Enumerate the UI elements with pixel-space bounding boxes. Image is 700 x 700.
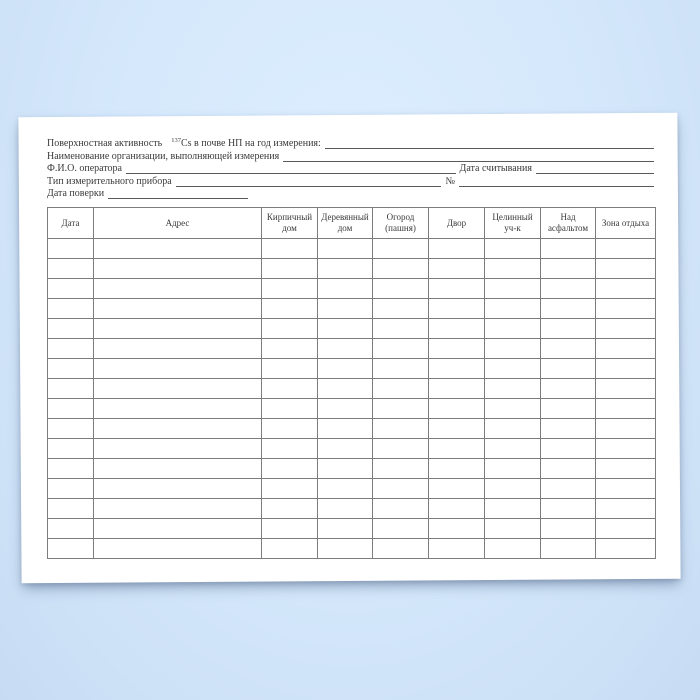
table-cell-empty [94, 258, 262, 278]
table-cell-empty [262, 238, 318, 258]
table-row [48, 238, 656, 258]
column-header: Целинный уч-к [485, 207, 541, 238]
table-cell-empty [262, 398, 318, 418]
table-body [48, 238, 656, 558]
table-cell-empty [485, 318, 541, 338]
table-cell-empty [541, 258, 596, 278]
table-cell-empty [48, 458, 94, 478]
table-cell-empty [485, 498, 541, 518]
table-cell-empty [94, 438, 262, 458]
table-cell-empty [48, 438, 94, 458]
table-cell-empty [48, 338, 94, 358]
table-cell-empty [429, 498, 485, 518]
column-header: Деревянный дом [318, 207, 373, 238]
form-line-organization [47, 151, 655, 164]
table-cell-empty [48, 518, 94, 538]
table-cell-empty [373, 258, 429, 278]
table-cell-empty [94, 278, 262, 298]
table-cell-empty [262, 478, 318, 498]
table-cell-empty [318, 378, 373, 398]
table-row [48, 538, 656, 558]
table-cell-empty [373, 298, 429, 318]
table-cell-empty [541, 338, 596, 358]
table-cell-empty [485, 518, 541, 538]
table-cell-empty [318, 538, 373, 558]
table-cell-empty [596, 258, 656, 278]
table-cell-empty [94, 498, 262, 518]
calibration-date-label: Дата поверки [47, 188, 105, 200]
table-cell-empty [541, 498, 596, 518]
table-cell-empty [318, 258, 373, 278]
table-cell-empty [485, 458, 541, 478]
table-cell-empty [596, 538, 656, 558]
table-cell-empty [541, 318, 596, 338]
table-row [48, 258, 656, 278]
table-cell-empty [541, 438, 596, 458]
table-cell-empty [373, 358, 429, 378]
table-cell-empty [94, 458, 262, 478]
form-line-instrument [47, 176, 655, 189]
table-cell-empty [318, 418, 373, 438]
table-cell-empty [596, 398, 656, 418]
table-cell-empty [262, 318, 318, 338]
table-cell-empty [541, 238, 596, 258]
table-cell-empty [596, 358, 656, 378]
table-row [48, 478, 656, 498]
measurement-table [47, 207, 656, 559]
table-cell-empty [373, 458, 429, 478]
form-header-lines [47, 138, 655, 201]
blank-underline [536, 172, 654, 174]
column-header: Двор [429, 207, 485, 238]
table-cell-empty [94, 398, 262, 418]
blank-underline [126, 172, 456, 174]
table-cell-empty [541, 518, 596, 538]
table-cell-empty [318, 298, 373, 318]
isotope-mass-superscript: 137 [171, 136, 181, 144]
table-cell-empty [48, 298, 94, 318]
table-cell-empty [485, 478, 541, 498]
table-cell-empty [429, 538, 485, 558]
table-cell-empty [596, 238, 656, 258]
table-cell-empty [429, 398, 485, 418]
table-cell-empty [596, 318, 656, 338]
table-cell-empty [48, 498, 94, 518]
table-cell-empty [94, 338, 262, 358]
table-row [48, 278, 656, 298]
table-cell-empty [429, 518, 485, 538]
table-cell-empty [94, 358, 262, 378]
form-document [47, 138, 655, 559]
column-header: Адрес [94, 207, 262, 238]
table-cell-empty [429, 278, 485, 298]
table-cell-empty [94, 238, 262, 258]
table-cell-empty [485, 358, 541, 378]
table-cell-empty [48, 478, 94, 498]
table-cell-empty [262, 498, 318, 518]
table-cell-empty [48, 258, 94, 278]
table-row [48, 298, 656, 318]
table-cell-empty [596, 418, 656, 438]
table-cell-empty [596, 338, 656, 358]
table-row [48, 398, 656, 418]
table-cell-empty [318, 458, 373, 478]
table-cell-empty [94, 538, 262, 558]
table-cell-empty [596, 498, 656, 518]
table-cell-empty [541, 378, 596, 398]
table-cell-empty [541, 418, 596, 438]
blank-underline [176, 185, 442, 187]
table-cell-empty [373, 498, 429, 518]
table-cell-empty [596, 278, 656, 298]
surface-activity-label: Поверхностная активность [47, 138, 163, 149]
table-cell-empty [48, 418, 94, 438]
table-cell-empty [541, 398, 596, 418]
table-cell-empty [541, 278, 596, 298]
table-cell-empty [94, 318, 262, 338]
table-cell-empty [94, 418, 262, 438]
table-cell-empty [429, 358, 485, 378]
table-cell-empty [318, 338, 373, 358]
table-row [48, 358, 656, 378]
table-cell-empty [48, 278, 94, 298]
instrument-type-label: Тип измерительного прибора [47, 175, 172, 187]
table-cell-empty [429, 258, 485, 278]
table-cell-empty [373, 518, 429, 538]
table-row [48, 378, 656, 398]
table-cell-empty [48, 318, 94, 338]
blank-underline [283, 160, 654, 162]
table-cell-empty [541, 358, 596, 378]
table-row [48, 338, 656, 358]
table-cell-empty [262, 358, 318, 378]
table-row [48, 318, 656, 338]
number-sign-label: № [445, 175, 455, 187]
table-header-row [48, 207, 656, 238]
table-cell-empty [429, 438, 485, 458]
table-cell-empty [318, 358, 373, 378]
table-row [48, 438, 656, 458]
isotope-label: Cs в почве НП на год измерения: [180, 138, 321, 149]
organization-label: Наименование организации, выполняющей измерения [47, 150, 280, 162]
table-cell-empty [262, 418, 318, 438]
table-cell-empty [318, 478, 373, 498]
table-cell-empty [596, 438, 656, 458]
table-cell-empty [262, 538, 318, 558]
table-cell-empty [318, 518, 373, 538]
table-cell-empty [373, 238, 429, 258]
column-header: Зона отдыха [596, 207, 656, 238]
table-cell-empty [318, 278, 373, 298]
table-cell-empty [429, 298, 485, 318]
table-cell-empty [373, 438, 429, 458]
table-cell-empty [541, 478, 596, 498]
table-cell-empty [373, 398, 429, 418]
table-cell-empty [262, 378, 318, 398]
table-cell-empty [262, 258, 318, 278]
table-cell-empty [48, 378, 94, 398]
table-cell-empty [262, 298, 318, 318]
table-cell-empty [94, 378, 262, 398]
table-cell-empty [262, 278, 318, 298]
form-line-operator [47, 163, 655, 176]
table-cell-empty [94, 518, 262, 538]
table-cell-empty [48, 358, 94, 378]
table-row [48, 418, 656, 438]
table-cell-empty [485, 418, 541, 438]
table-cell-empty [485, 238, 541, 258]
table-cell-empty [429, 338, 485, 358]
table-cell-empty [596, 458, 656, 478]
form-line-surface-activity [47, 138, 655, 151]
blank-underline [459, 185, 654, 187]
table-cell-empty [485, 298, 541, 318]
table-cell-empty [373, 378, 429, 398]
table-cell-empty [373, 538, 429, 558]
table-cell-empty [318, 498, 373, 518]
table-cell-empty [541, 458, 596, 478]
table-cell-empty [541, 298, 596, 318]
table-cell-empty [485, 338, 541, 358]
reading-date-label: Дата считывания [459, 163, 532, 175]
table-cell-empty [596, 478, 656, 498]
form-line-calibration [47, 188, 655, 201]
table-cell-empty [541, 538, 596, 558]
table-cell-empty [373, 338, 429, 358]
table-cell-empty [485, 378, 541, 398]
table-cell-empty [596, 298, 656, 318]
table-cell-empty [429, 478, 485, 498]
blank-underline [325, 147, 654, 149]
operator-name-label: Ф.И.О. оператора [47, 163, 122, 175]
table-cell-empty [485, 438, 541, 458]
table-cell-empty [485, 538, 541, 558]
table-cell-empty [94, 478, 262, 498]
table-cell-empty [596, 378, 656, 398]
column-header: Огород (пашня) [373, 207, 429, 238]
table-cell-empty [373, 418, 429, 438]
table-cell-empty [373, 478, 429, 498]
table-cell-empty [48, 238, 94, 258]
table-row [48, 518, 656, 538]
table-row [48, 498, 656, 518]
table-cell-empty [318, 438, 373, 458]
table-cell-empty [596, 518, 656, 538]
column-header: Дата [48, 207, 94, 238]
table-cell-empty [94, 298, 262, 318]
table-cell-empty [318, 318, 373, 338]
table-cell-empty [429, 378, 485, 398]
table-cell-empty [48, 398, 94, 418]
column-header: Кирпичный дом [262, 207, 318, 238]
table-cell-empty [262, 458, 318, 478]
table-cell-empty [485, 278, 541, 298]
blank-underline [108, 197, 248, 199]
table-cell-empty [429, 318, 485, 338]
table-cell-empty [48, 538, 94, 558]
table-cell-empty [373, 318, 429, 338]
column-header: Над асфальтом [541, 207, 596, 238]
table-cell-empty [262, 438, 318, 458]
table-cell-empty [485, 258, 541, 278]
table-cell-empty [429, 418, 485, 438]
table-cell-empty [429, 458, 485, 478]
table-row [48, 458, 656, 478]
table-cell-empty [262, 518, 318, 538]
table-cell-empty [318, 238, 373, 258]
table-cell-empty [318, 398, 373, 418]
table-cell-empty [429, 238, 485, 258]
table-cell-empty [373, 278, 429, 298]
table-cell-empty [262, 338, 318, 358]
table-cell-empty [485, 398, 541, 418]
